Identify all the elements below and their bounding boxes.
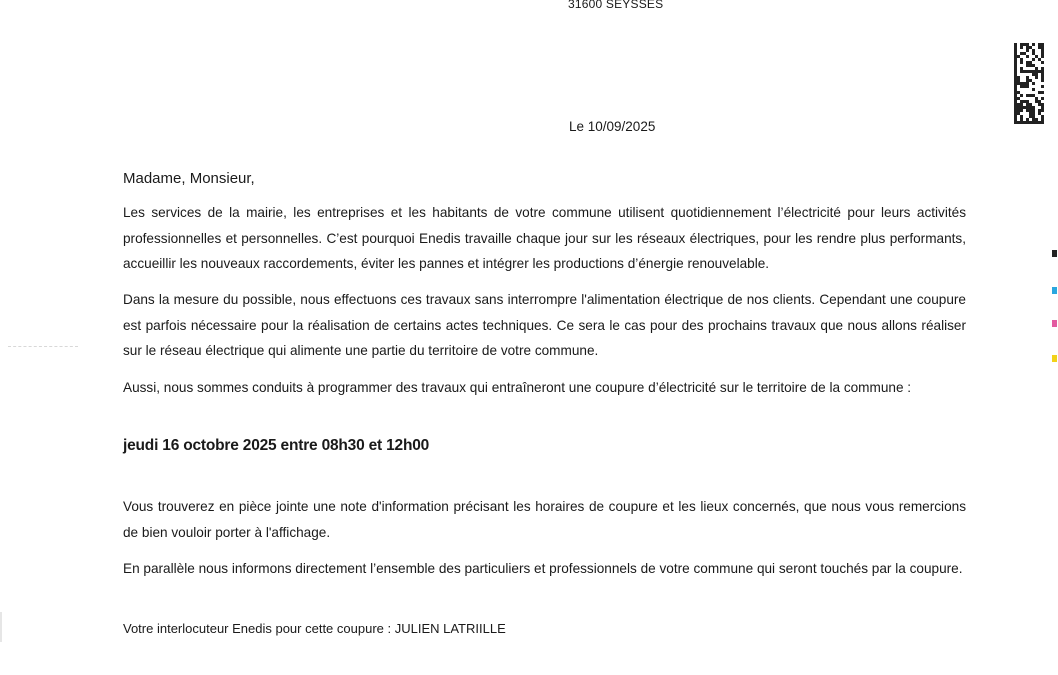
recipient-address-line: 31600 SEYSSES: [568, 0, 664, 11]
scan-mark-black: [1052, 250, 1057, 257]
datamatrix-code-icon: [1014, 42, 1044, 124]
outage-schedule: jeudi 16 octobre 2025 entre 08h30 et 12h00: [123, 437, 430, 454]
paragraph-works: Dans la mesure du possible, nous effectuons ces travaux sans interrompre l'alimentation électrique de nos clients. Cependant une coupure est parfois nécessaire pour la réalisation de certains actes techniques. Ce sera le cas pour des prochains travaux que nous allons réaliser sur le réseau électrique qui alimente une partie du territoire de votre commune.: [123, 292, 966, 358]
scan-dash-artifact: [8, 346, 78, 347]
letter-date: Le 10/09/2025: [569, 119, 656, 134]
scan-mark-cyan: [1052, 287, 1057, 294]
scan-mark-magenta: [1052, 320, 1057, 327]
contact-line: Votre interlocuteur Enedis pour cette coupure : JULIEN LATRIILLE: [123, 621, 506, 636]
paragraph-outage-announcement: Aussi, nous sommes conduits à programmer des travaux qui entraîneront une coupure d’électricité sur le territoire de la commune :: [123, 380, 912, 395]
scan-edge-artifact: [0, 612, 2, 642]
scan-mark-yellow: [1052, 355, 1057, 362]
paragraph-intro: Les services de la mairie, les entreprises et les habitants de votre commune utilisent quotidiennement l’électricité pour leurs activités professionnelles et personnelles. C’est pourquoi Enedis travaille chaque jour sur les réseaux électriques, pour les rendre plus performants, accueillir les nouveaux raccordements, éviter les pannes et intégrer les productions d’énergie renouvelable.: [123, 205, 966, 271]
salutation: Madame, Monsieur,: [123, 170, 255, 187]
paragraph-attachment: Vous trouverez en pièce jointe une note d'information précisant les horaires de coupure et les lieux concernés, que nous vous remercions de bien vouloir porter à l'affichage.: [123, 499, 966, 540]
paragraph-notification: En parallèle nous informons directement l’ensemble des particuliers et professionnels de votre commune qui seront touchés par la coupure.: [123, 561, 963, 576]
